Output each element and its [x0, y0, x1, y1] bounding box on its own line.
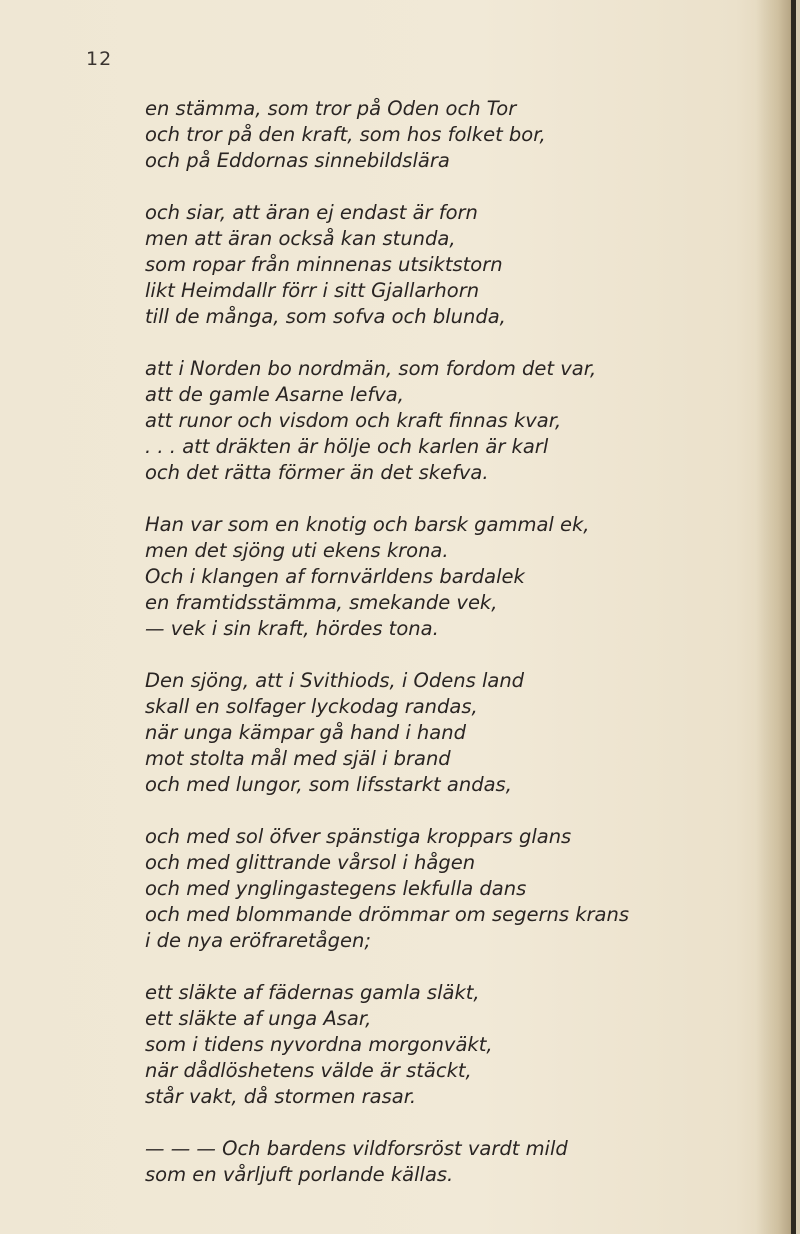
stanza	[145, 512, 745, 642]
poem-line: Och i klangen af fornvärldens bardalek	[145, 565, 525, 588]
poem-line: och siar, att äran ej endast är forn	[145, 201, 478, 224]
poem-line: mot stolta mål med själ i brand	[145, 747, 451, 770]
stanza	[145, 668, 745, 798]
poem-line: som i tidens nyvordna morgonväkt,	[145, 1033, 493, 1056]
page-edge-outer	[796, 0, 800, 1234]
poem-line: när unga kämpar gå hand i hand	[145, 721, 466, 744]
poem-line: att i Norden bo nordmän, som fordom det var,	[145, 357, 597, 380]
poem-line: att runor och visdom och kraft finnas kvar,	[145, 409, 562, 432]
poem-line: — — — Och bardens vildforsröst vardt mild	[145, 1137, 568, 1160]
poem	[145, 96, 745, 1214]
page-edge-shadow	[756, 0, 792, 1234]
poem-line: står vakt, då stormen rasar.	[145, 1085, 417, 1108]
poem-line: men det sjöng uti ekens krona.	[145, 539, 449, 562]
poem-line: ett släkte af fädernas gamla släkt,	[145, 981, 480, 1004]
poem-line: och med lungor, som lifsstarkt andas,	[145, 773, 512, 796]
poem-line: och med glittrande vårsol i hågen	[145, 851, 476, 874]
poem-line: ett släkte af unga Asar,	[145, 1007, 372, 1030]
poem-line: i de nya eröfraretågen;	[145, 929, 371, 952]
poem-line: att de gamle Asarne lefva,	[145, 383, 404, 406]
poem-line: Den sjöng, att i Svithiods, i Odens land	[145, 669, 525, 692]
poem-line: som en vårljuft porlande källas.	[145, 1163, 454, 1186]
poem-line: Han var som en knotig och barsk gammal ek,	[145, 513, 590, 536]
poem-line: en stämma, som tror på Oden och Tor	[145, 97, 517, 120]
stanza	[145, 1136, 745, 1188]
poem-line: och det rätta förmer än det skefva.	[145, 461, 489, 484]
poem-line: en framtidsstämma, smekande vek,	[145, 591, 498, 614]
poem-line: likt Heimdallr förr i sitt Gjallarhorn	[145, 279, 480, 302]
stanza	[145, 96, 745, 174]
poem-line: . . . att dräkten är hölje och karlen är karl	[145, 435, 549, 458]
stanza	[145, 356, 745, 486]
poem-line: och på Eddornas sinnebildslära	[145, 149, 450, 172]
poem-line: men att äran också kan stunda,	[145, 227, 456, 250]
poem-line: när dådlöshetens välde är stäckt,	[145, 1059, 472, 1082]
poem-line: och med sol öfver spänstiga kroppars glans	[145, 825, 572, 848]
poem-line: och med blommande drömmar om segerns krans	[145, 903, 630, 926]
poem-line: — vek i sin kraft, hördes tona.	[145, 617, 439, 640]
poem-line: som ropar från minnenas utsiktstorn	[145, 253, 503, 276]
stanza	[145, 200, 745, 330]
poem-line: och tror på den kraft, som hos folket bor,	[145, 123, 546, 146]
poem-line: till de många, som sofva och blunda,	[145, 305, 506, 328]
stanza	[145, 824, 745, 954]
page-number: 12	[86, 48, 113, 70]
poem-line: och med ynglingastegens lekfulla dans	[145, 877, 527, 900]
poem-line: skall en solfager lyckodag randas,	[145, 695, 478, 718]
stanza	[145, 980, 745, 1110]
